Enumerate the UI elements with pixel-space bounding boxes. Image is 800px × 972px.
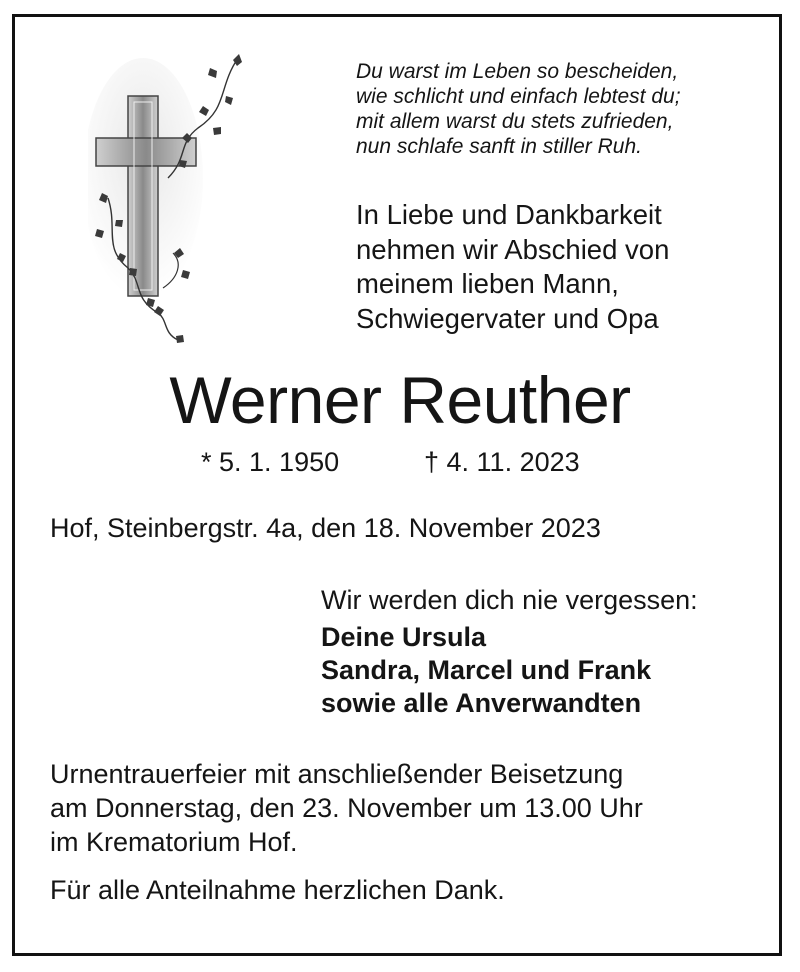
- deceased-name: Werner Reuther: [169, 363, 631, 437]
- intro-line: meinem lieben Mann,: [356, 268, 619, 299]
- family-line: Sandra, Marcel und Frank: [321, 655, 652, 685]
- birth-date: * 5. 1. 1950: [201, 447, 340, 477]
- poem-line: mit allem warst du stets zufrieden,: [356, 110, 674, 133]
- remember-line: Wir werden dich nie vergessen:: [321, 585, 698, 615]
- intro-line: Schwiegervater und Opa: [356, 302, 659, 334]
- poem-line: wie schlicht und einfach lebtest du;: [356, 85, 681, 108]
- family-signatures: [321, 621, 651, 720]
- poem-line: Du warst im Leben so bescheiden,: [356, 60, 679, 83]
- farewell-intro: [356, 198, 669, 336]
- ceremony-details: [50, 757, 643, 859]
- intro-line: In Liebe und Dankbarkeit: [356, 199, 662, 230]
- poem-line: nun schlafe sanft in stiller Ruh.: [356, 135, 642, 158]
- ceremony-line: am Donnerstag, den 23. November um 13.00 Uhr: [50, 793, 643, 823]
- thanks-line: Für alle Anteilnahme herzlichen Dank.: [50, 875, 505, 905]
- family-line: sowie alle Anverwandten: [321, 688, 642, 718]
- death-date: † 4. 11. 2023: [424, 447, 580, 477]
- ceremony-line: Urnentrauerfeier mit anschließender Beisetzung: [50, 759, 624, 789]
- family-line: Deine Ursula: [321, 622, 487, 652]
- ceremony-line: im Krematorium Hof.: [50, 827, 298, 857]
- poem: [356, 59, 681, 159]
- cross-with-ivy-icon: [88, 48, 248, 343]
- intro-line: nehmen wir Abschied von: [356, 233, 670, 265]
- place-and-date: Hof, Steinbergstr. 4a, den 18. November 2023: [50, 513, 601, 543]
